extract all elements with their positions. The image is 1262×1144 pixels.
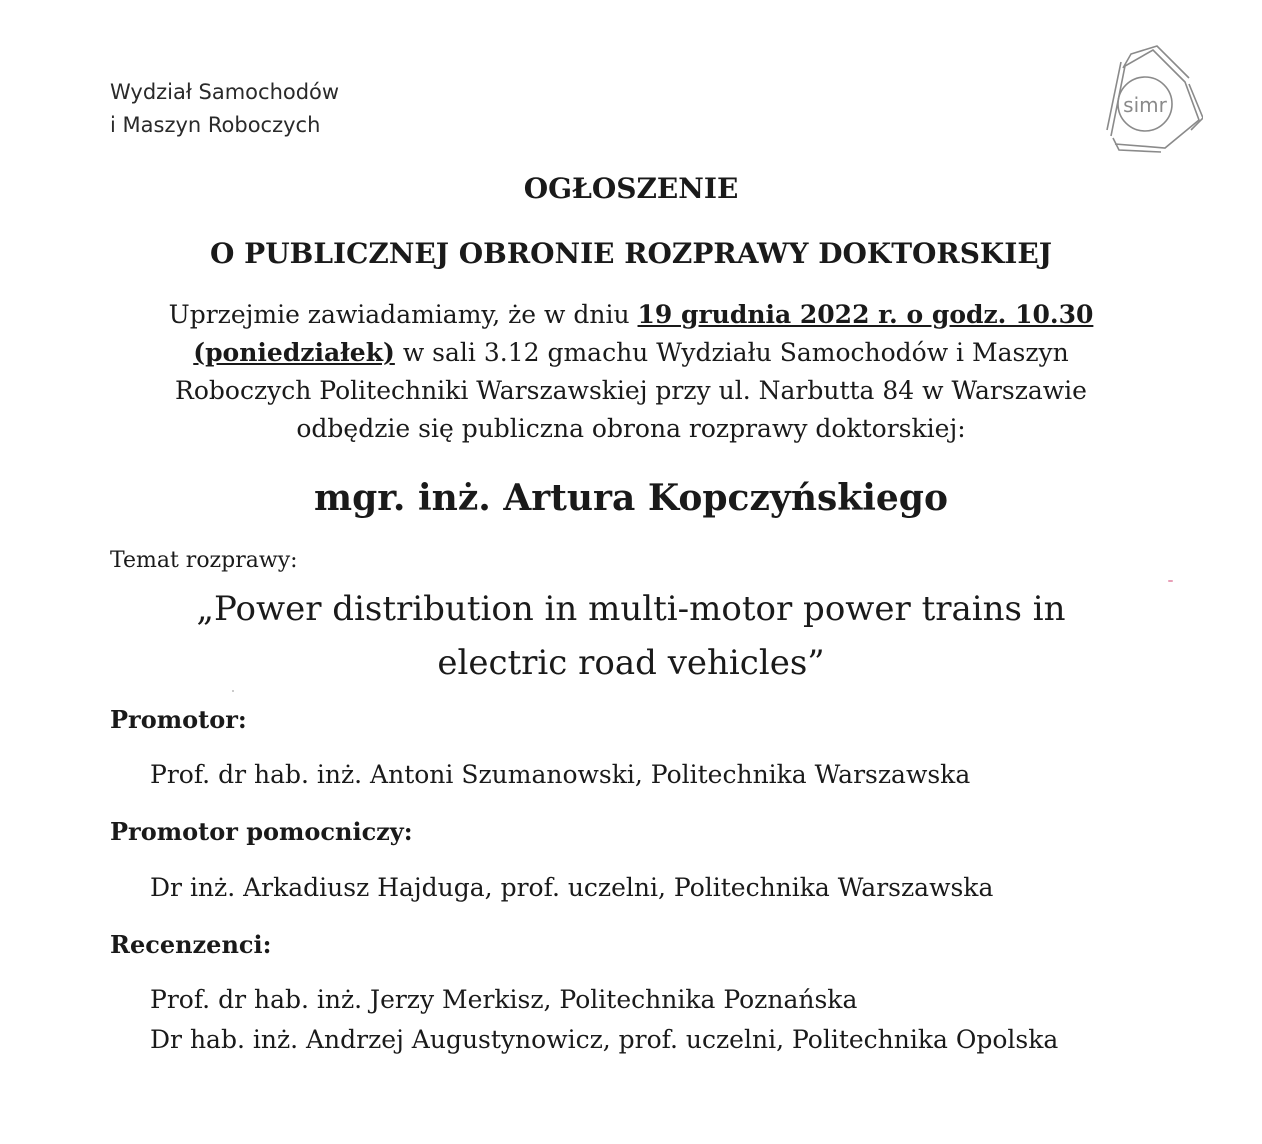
intro-location: w sali 3.12 gmachu Wydziału Samochodów i Maszyn [394, 338, 1069, 367]
announcement-subtitle: O PUBLICZNEJ OBRONIE ROZPRAWY DOKTORSKIEJ [210, 237, 1052, 270]
faculty-line-2: i Maszyn Roboczych [110, 113, 321, 137]
intro-prefix: Uprzejmie zawiadamiamy, że w dniu [168, 300, 638, 329]
defense-date-time: 19 grudnia 2022 r. o godz. 10.30 [637, 300, 1094, 329]
simr-logo [1093, 44, 1203, 154]
promotor-name: Prof. dr hab. inż. Antoni Szumanowski, Politechnika Warszawska [150, 760, 971, 789]
intro-line-4: odbędzie się publiczna obrona rozprawy doktorskiej: [296, 414, 966, 443]
scan-speck [1168, 580, 1173, 582]
reviewers-label: Recenzenci: [110, 930, 272, 959]
reviewer-1: Prof. dr hab. inż. Jerzy Merkisz, Politechnika Poznańska [150, 985, 858, 1014]
intro-line-3: Roboczych Politechniki Warszawskiej przy ul. Narbutta 84 w Warszawie [175, 376, 1087, 405]
intro-line-2 [60, 334, 1202, 372]
candidate-name: mgr. inż. Artura Kopczyńskiego [314, 477, 948, 519]
auxiliary-promotor-label: Promotor pomocniczy: [110, 817, 413, 846]
logo-text: simr [1123, 93, 1167, 117]
topic-label: Temat rozprawy: [110, 548, 298, 573]
promotor-label: Promotor: [110, 705, 247, 734]
simr-logo-icon [1093, 44, 1203, 154]
faculty-name [110, 76, 339, 142]
topic-title-line-1: „Power distribution in multi-motor power trains in [196, 589, 1066, 629]
reviewer-2: Dr hab. inż. Andrzej Augustynowicz, prof. uczelni, Politechnika Opolska [150, 1025, 1059, 1054]
auxiliary-promotor-name: Dr inż. Arkadiusz Hajduga, prof. uczelni, Politechnika Warszawska [150, 873, 994, 902]
topic-title-line-2: electric road vehicles” [437, 643, 825, 683]
intro-paragraph [60, 296, 1202, 448]
intro-line-1 [60, 296, 1202, 334]
announcement-title: OGŁOSZENIE [523, 172, 739, 205]
scan-speck [232, 690, 234, 692]
topic-title [60, 582, 1202, 690]
defense-weekday: (poniedziałek) [193, 338, 395, 367]
faculty-line-1: Wydział Samochodów [110, 80, 340, 104]
